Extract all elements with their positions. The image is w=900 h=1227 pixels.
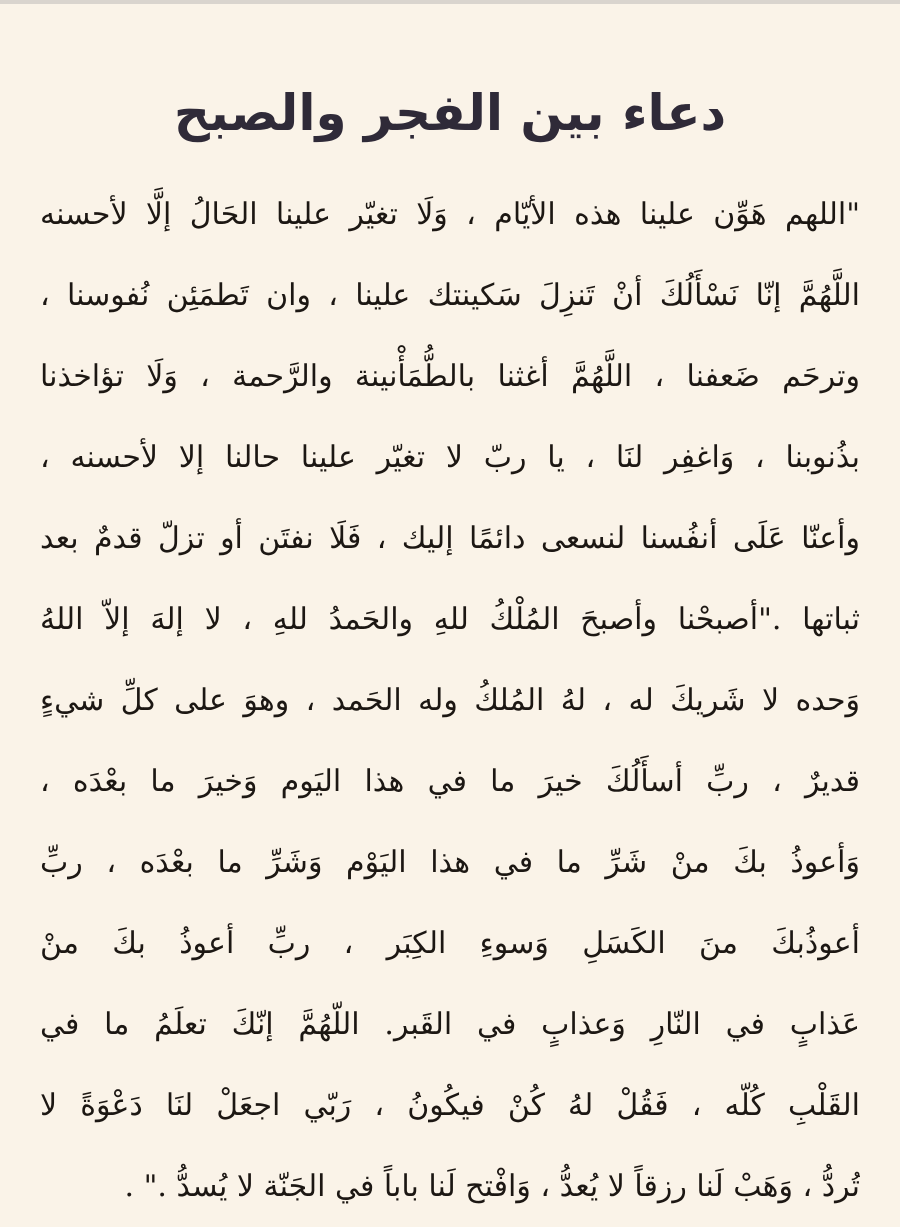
text-line: وَأعوذُ بكَ منْ شَرِّ ما في هذا اليَوْم وَشَرِّ ما بعْدَه ، ربِّ: [40, 845, 860, 880]
text-line: بذُنوبنا ، وَاغفِر لنَا ، يا ربّ لا تغيّر علينا حالنا إلا لأحسنه ،: [40, 440, 860, 475]
supplication-text: [40, 174, 860, 1227]
text-line: القَلْبِ كُلّه ، فَقُلْ لهُ كُنْ فيكُونُ ، رَبّي اجعَلْ لنَا دَعْوَةً لا: [40, 1088, 860, 1123]
text-line: وأعنّا عَلَى أنفُسنا لنسعى دائمًا إليك ، فَلَا نفتَن أو تزلّ قدمٌ بعد: [40, 521, 860, 556]
text-line: "اللهم هَوِّن علينا هذه الأيّام ، وَلَا تغيّر علينا الحَالُ إلَّا لأحسنه: [40, 197, 860, 232]
text-line: أعوذُبكَ منَ الكَسَلِ وَسوءِ الكِبَر ، ربِّ أعوذُ بكَ منْ: [40, 926, 860, 961]
text-line: ثباتها ."أصبحْنا وأصبحَ المُلْكُ للهِ والحَمدُ للهِ ، لا إلهَ إلاّ اللهُ: [40, 602, 860, 637]
text-line: تُردُّ ، وَهَبْ لَنا رزقاً لا يُعدُّ ، وَافْتح لَنا باباً في الجَنّة لا يُسدُّ ." .: [124, 1169, 860, 1204]
text-line: وَحده لا شَريكَ له ، لهُ المُلكُ وله الحَمد ، وهوَ على كلِّ شيءٍ: [40, 683, 860, 718]
document-page: [40, 0, 860, 1204]
text-line: اللَّهُمَّ إنّا نَسْأَلُكَ أنْ تَنزِلَ سَكينتك علينا ، وان تَطمَئِن نُفوسنا ،: [40, 278, 860, 313]
text-line: عَذابٍ في النّارِ وَعذابٍ في القَبر. اللّهُمَّ إنّكَ تعلَمُ ما في: [40, 1007, 860, 1042]
text-line: قديرٌ ، ربِّ أسأَلُكَ خيرَ ما في هذا اليَوم وَخيرَ ما بعْدَه ،: [40, 764, 860, 799]
text-line: وترحَم ضَعفنا ، اللَّهُمَّ أغثنا بالطُّمَأْنينة والرَّحمة ، وَلَا تؤاخذنا: [40, 359, 860, 394]
page-title: دعاء بين الفجر والصبح: [173, 84, 727, 142]
